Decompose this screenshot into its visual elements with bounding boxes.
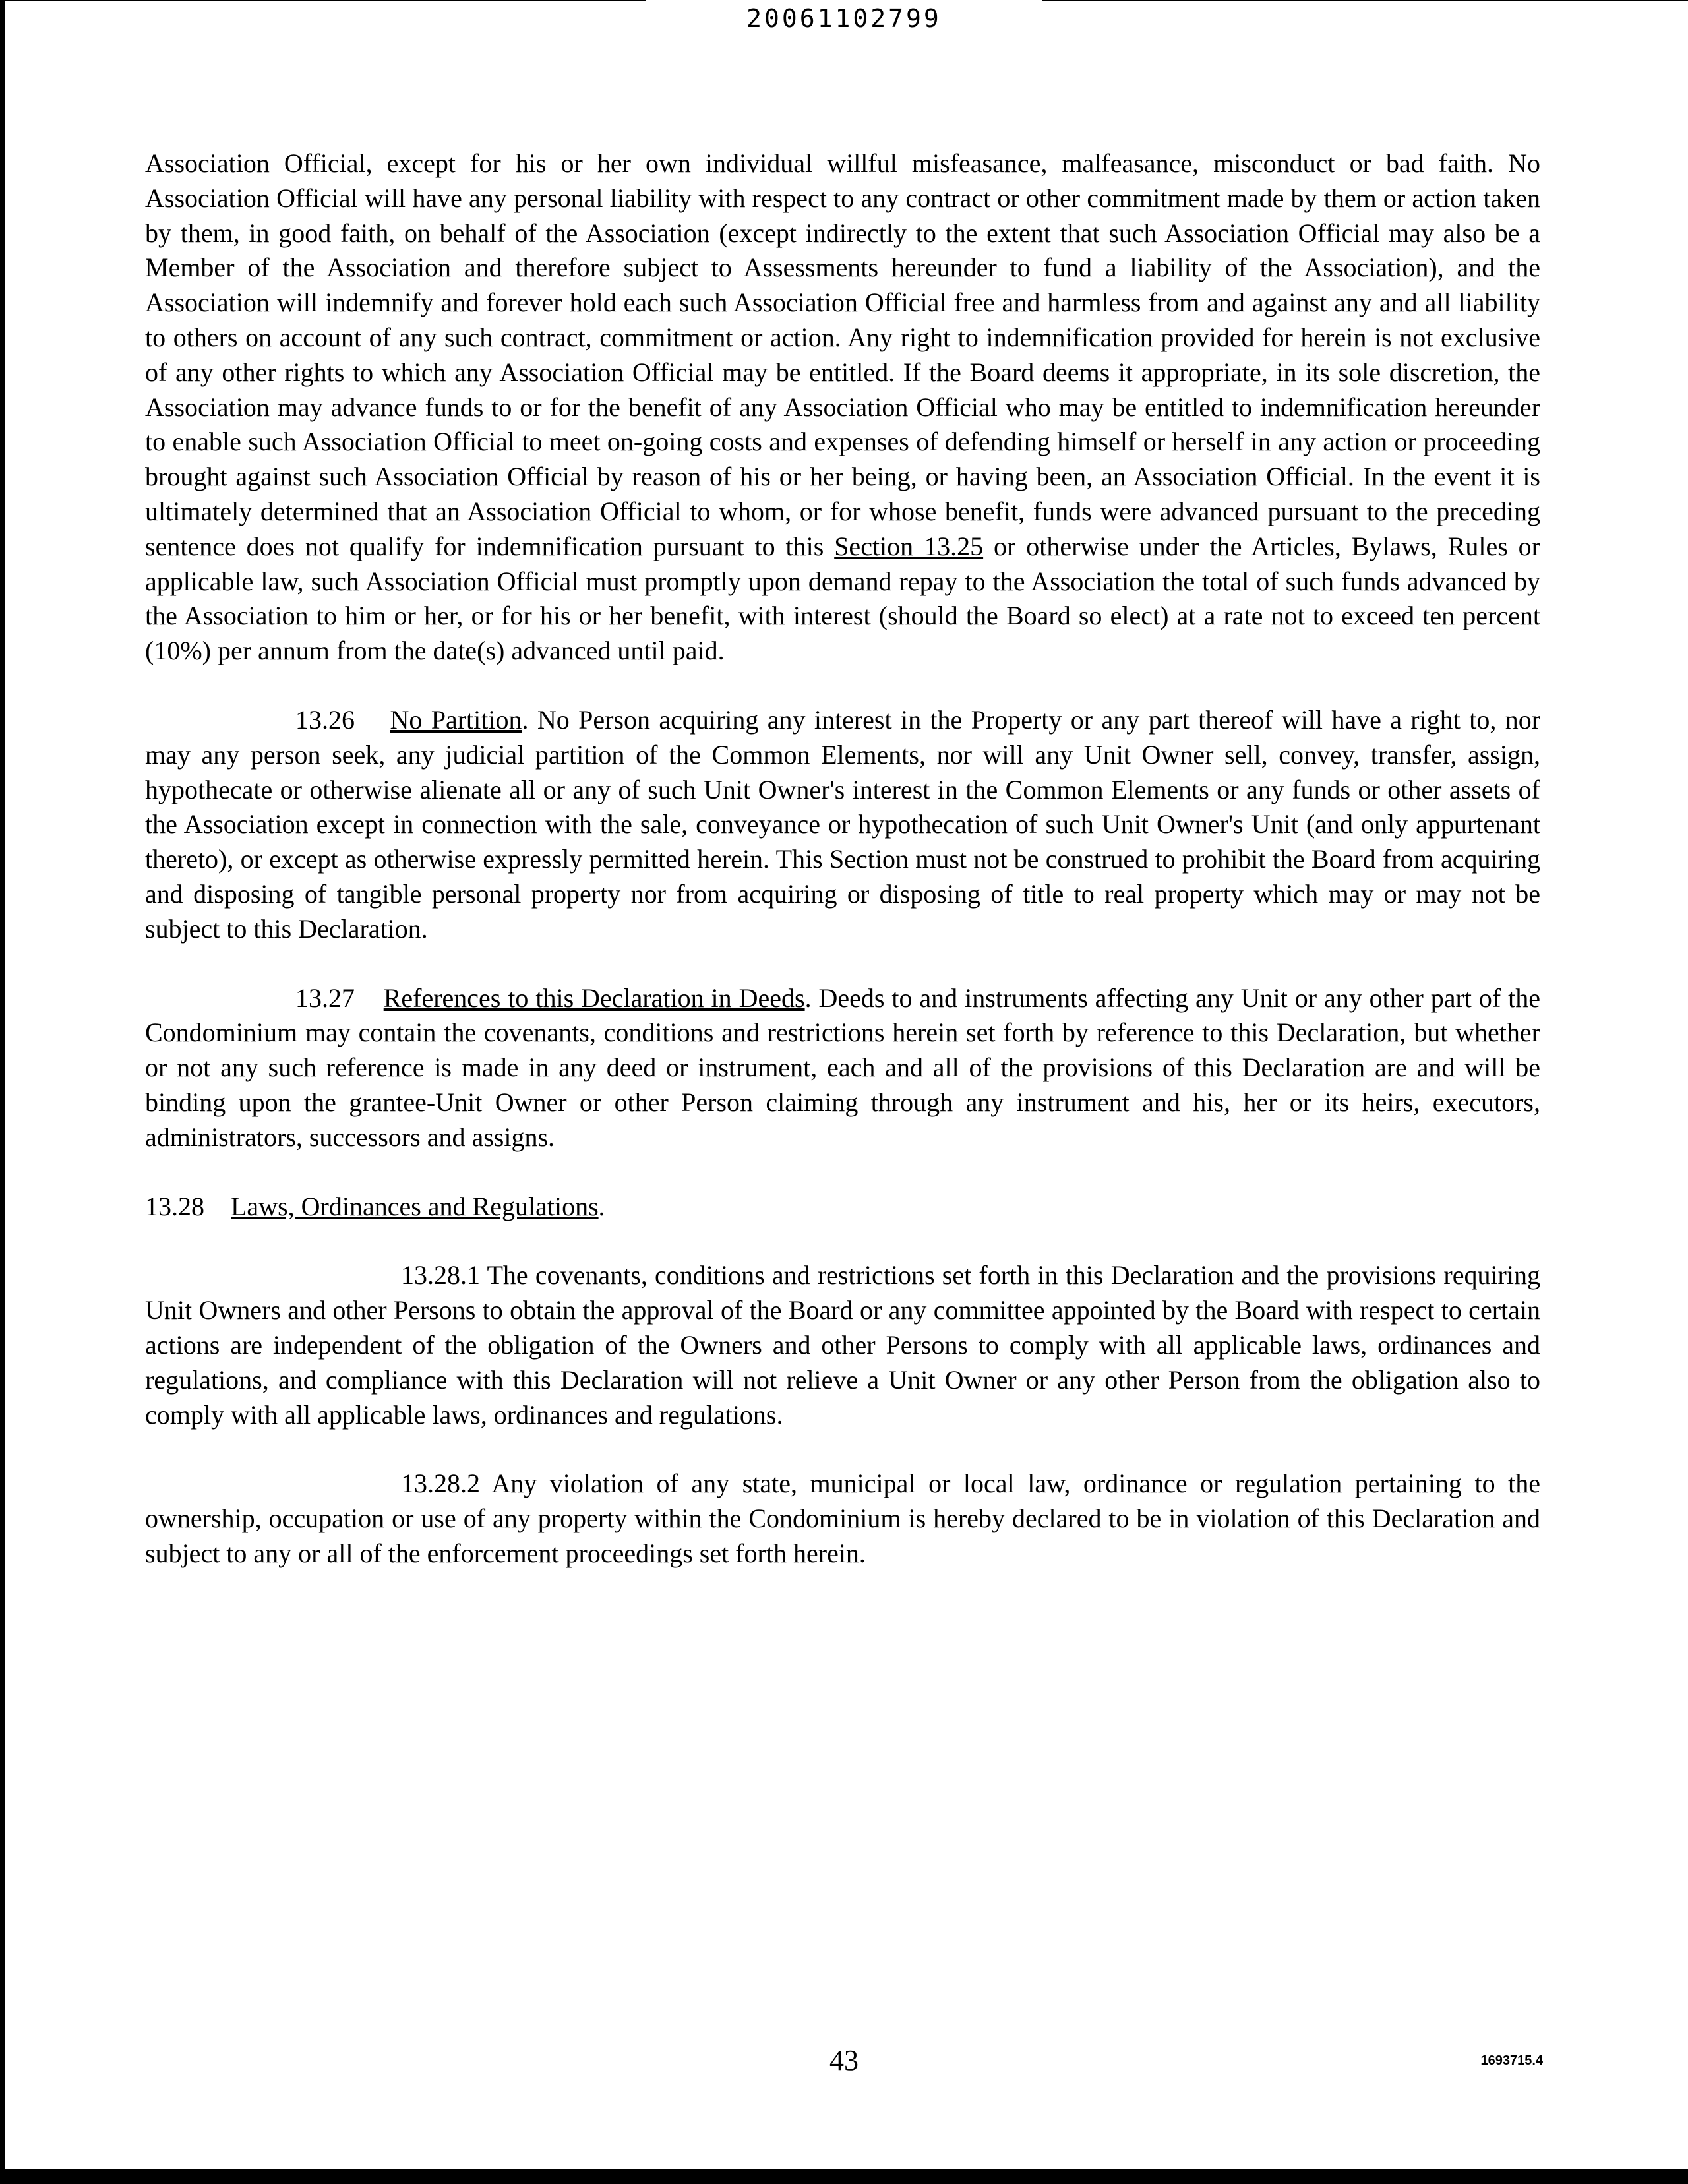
- section-number: 13.26: [295, 704, 355, 735]
- scan-border-top-right: [1042, 0, 1688, 1]
- section-cross-reference: Section 13.25: [834, 531, 984, 561]
- section-text: . Deeds to and instruments affecting any Unit or any other part of the Condominium may contain the covenants, conditions and restrictions herein set forth by reference to this Declaration, but whether or not any such reference is made in any deed or instrument, each and all of the provisions of this Declaration are and will be binding upon the grantee-Unit Owner or other Person claiming through any instrument and his, her or its heirs, executors, administrators, successors and assigns.: [145, 983, 1541, 1152]
- section-title: No Partition: [390, 704, 522, 735]
- section-number: 13.28: [145, 1191, 204, 1221]
- document-body: [145, 146, 1540, 1606]
- paragraph-text: Association Official, except for his or her own individual willful misfeasance, malfeasance, misconduct or bad faith. No Association Official will have any personal liability with respect to any contract or other commitment made by them or action taken by them, in good faith, on behalf of the Association (except indirectly to the extent that such Association Official may also be a Member of the Association and therefore subject to Assessments hereunder to fund a liability of the Association), and the Association will indemnify and forever hold each such Association Official free and harmless from and against any and all liability to others on account of any such contract, commitment or action. Any right to indemnification provided for herein is not exclusive of any other rights to which any Association Official may be entitled. If the Board deems it appropriate, in its sole discretion, the Association may advance funds to or for the benefit of any Association Official who may be entitled to indemnification hereunder to enable such Association Official to meet on-going costs and expenses of defending himself or herself in any action or proceeding brought against such Association Official by reason of his or her being, or having been, an Association Official. In the event it is ultimately determined that an Association Official to whom, or for whose benefit, funds were advanced pursuant to the preceding sentence does not qualify for indemnification pursuant to this: [145, 148, 1540, 561]
- section-13-28-1: 13.28.1 The covenants, conditions and restrictions set forth in this Declaration and the provisions requiring Unit Owners and other Persons to obtain the approval of the Board or any committee appointed by the Board with respect to certain actions are independent of the obligation of the Owners and other Persons to comply with all applicable laws, ordinances and regulations, and compliance with this Declaration will not relieve a Unit Owner or any other Person from the obligation also to comply with all applicable laws, ordinances and regulations.: [145, 1260, 1540, 1430]
- section-title: Laws, Ordinances and Regulations: [231, 1191, 599, 1221]
- section-13-27: [145, 981, 1540, 1155]
- section-number: 13.27: [295, 983, 355, 1013]
- page-number: 43: [829, 2044, 859, 2077]
- section-13-26: [145, 703, 1540, 947]
- section-13-28-2: 13.28.2 Any violation of any state, municipal or local law, ordinance or regulation pertaining to the ownership, occupation or use of any property within the Condominium is hereby declared to be in violation of this Declaration and subject to any or all of the enforcement proceedings set forth herein.: [145, 1469, 1540, 1568]
- section-text: . No Person acquiring any interest in the Property or any part thereof will have a right to, nor may any person seek, any judicial partition of the Common Elements, nor will any Unit Owner sell, convey, transfer, assign, hypothecate or otherwise alienate all or any of such Unit Owner's interest in the Common Elements or any funds or other assets of the Association except in connection with the sale, conveyance or hypothecation of such Unit Owner's Unit (and only appurtenant thereto), or except as otherwise expressly permitted herein. This Section must not be construed to prohibit the Board from acquiring and disposing of tangible personal property nor from acquiring or disposing of title to real property which may or may not be subject to this Declaration.: [145, 704, 1541, 944]
- scan-border-left: [0, 0, 5, 2184]
- paragraph-text: or otherwise under the Articles, Bylaws, Rules or applicable law, such Association Official must promptly upon demand repay to the Association the total of such funds advanced by the Association to him or her, or for his or her benefit, with interest (should the Board so elect) at a rate not to exceed ten percent (10%) per annum from the date(s) advanced until paid.: [145, 531, 1540, 666]
- section-title: References to this Declaration in Deeds: [383, 983, 805, 1013]
- section-title-trail: .: [598, 1191, 605, 1221]
- recording-number: 20061102799: [746, 4, 942, 33]
- paragraph-indemnification-continued: [145, 146, 1540, 669]
- section-13-28: [145, 1190, 1540, 1225]
- scan-border-bottom: [0, 2169, 1688, 2184]
- document-id: 1693715.4: [1480, 2053, 1543, 2068]
- scan-border-top-left: [0, 0, 646, 1]
